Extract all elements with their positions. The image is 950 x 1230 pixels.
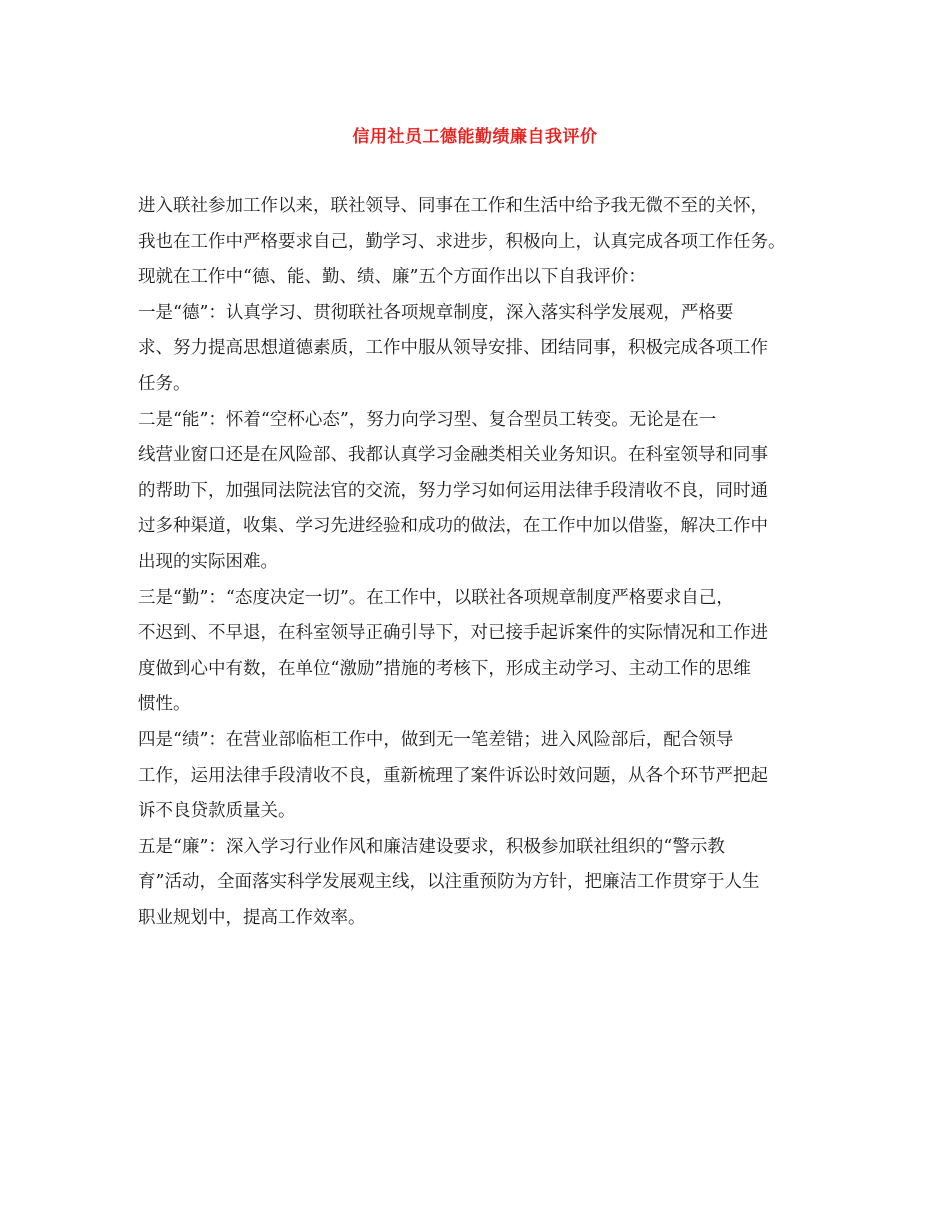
body-line: 不迟到、不早退，在科室领导正确引导下，对已接手起诉案件的实际情况和工作进	[138, 623, 768, 644]
body-line: 的帮助下，加强同法院法官的交流，努力学习如何运用法律手段清收不良，同时通	[138, 480, 768, 501]
body-line: 职业规划中，提高工作效率。	[138, 907, 366, 928]
document-body	[138, 189, 838, 936]
body-line: 三是“勤”：“态度决定一切”。在工作中，以联社各项规章制度严格要求自己，	[138, 587, 734, 608]
body-line: 育”活动，全面落实科学发展观主线，以注重预防为方针，把廉洁工作贯穿于人生	[138, 872, 760, 893]
body-line: 诉不良贷款质量关。	[138, 801, 296, 822]
body-line: 二是“能”：怀着“空杯心态”，努力向学习型、复合型员工转变。无论是在一	[138, 409, 717, 430]
document-title: 信用社员工德能勤绩廉自我评价	[352, 127, 598, 147]
body-line: 五是“廉”：深入学习行业作风和廉洁建设要求，积极参加联社组织的“警示教	[138, 836, 725, 857]
body-line: 任务。	[138, 373, 191, 394]
body-line: 过多种渠道，收集、学习先进经验和成功的做法，在工作中加以借鉴，解决工作中	[138, 516, 768, 537]
body-line: 一是“德”：认真学习、贯彻联社各项规章制度，深入落实科学发展观，严格要	[138, 302, 734, 323]
body-line: 四是“绩”：在营业部临柜工作中，做到无一笔差错；进入风险部后，配合领导	[138, 729, 734, 750]
body-line: 现就在工作中“德、能、勤、绩、廉”五个方面作出以下自我评价：	[138, 267, 646, 288]
body-line: 惯性。	[138, 694, 191, 715]
body-line: 求、努力提高思想道德素质，工作中服从领导安排、团结同事，积极完成各项工作	[138, 338, 768, 359]
body-line: 度做到心中有数，在单位“激励”措施的考核下，形成主动学习、主动工作的思维	[138, 658, 751, 679]
body-line: 线营业窗口还是在风险部、我都认真学习金融类相关业务知识。在科室领导和同事	[138, 445, 768, 466]
body-line: 工作，运用法律手段清收不良，重新梳理了案件诉讼时效问题，从各个环节严把起	[138, 765, 768, 786]
body-line: 我也在工作中严格要求自己，勤学习、求进步，积极向上，认真完成各项工作任务。	[138, 231, 786, 252]
body-line: 出现的实际困难。	[138, 551, 278, 572]
body-line: 进入联社参加工作以来，联社领导、同事在工作和生活中给予我无微不至的关怀，	[138, 196, 768, 216]
